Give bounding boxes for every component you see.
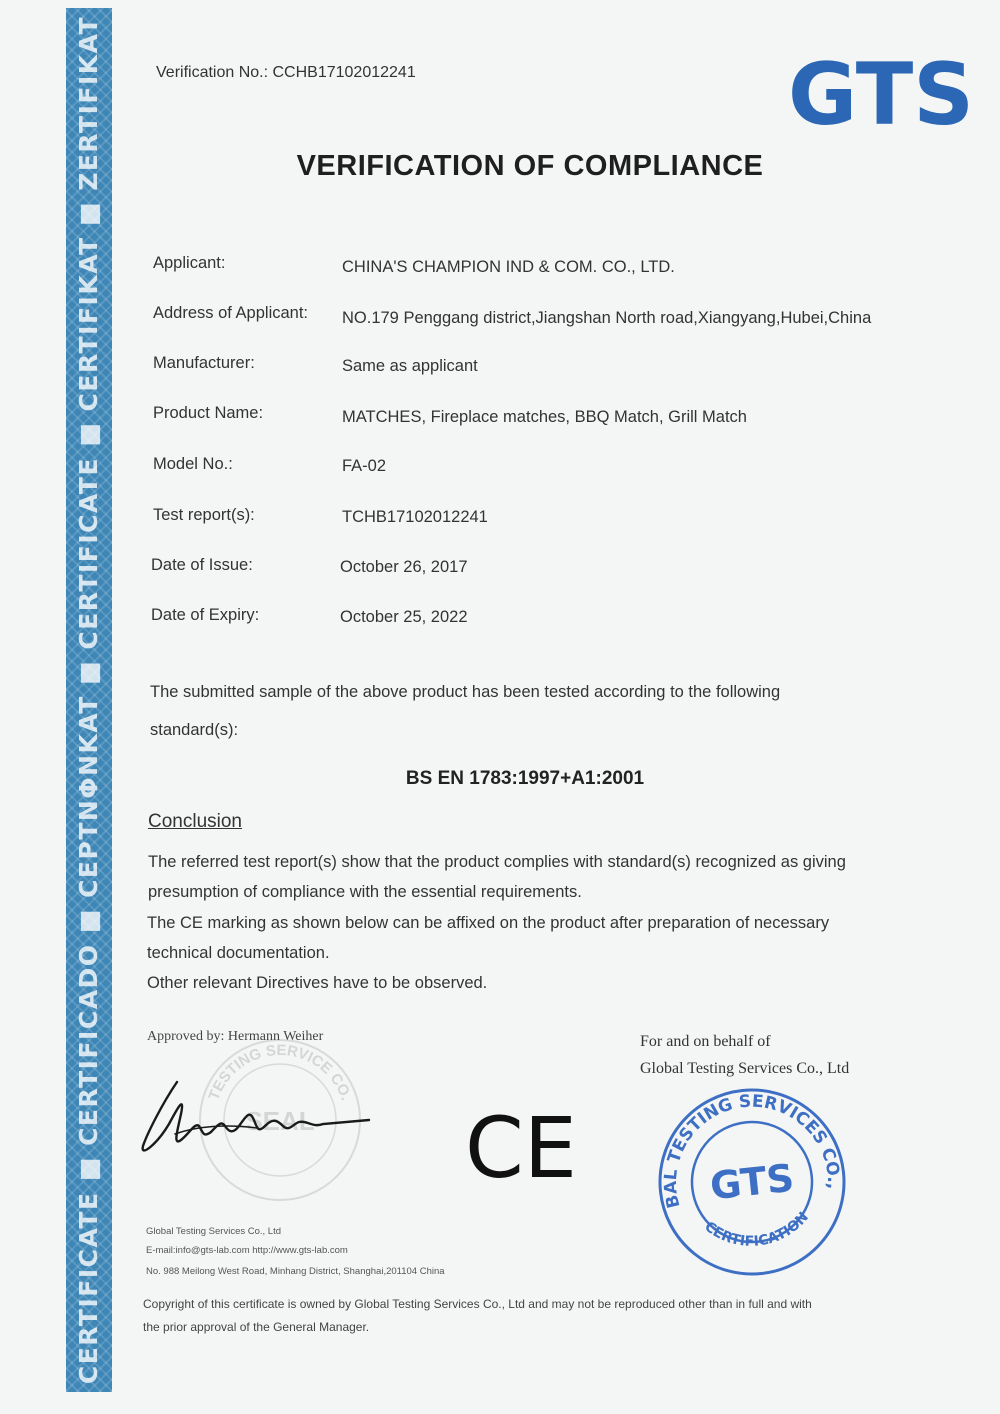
- footer-company: Global Testing Services Co., Ltd: [146, 1226, 282, 1237]
- verification-number: Verification No.: CCHB17102012241: [156, 64, 416, 81]
- conclusion-line-3: The CE marking as shown below can be affixed on the product after preparation of necessary: [147, 914, 830, 932]
- manufacturer-value: Same as applicant: [342, 357, 478, 375]
- address-value: NO.179 Penggang district,Jiangshan North road,Xiangyang,Hubei,China: [342, 309, 872, 327]
- statement-line-1: The submitted sample of the above product has been tested according to the following: [150, 683, 781, 701]
- footer-address: No. 988 Meilong West Road, Minhang District, Shanghai,201104 China: [146, 1266, 445, 1277]
- conclusion-line-1: The referred test report(s) show that the product complies with standard(s) recognized as giving: [148, 853, 846, 871]
- conclusion-line-4: technical documentation.: [147, 944, 330, 962]
- signature: [137, 1074, 377, 1164]
- side-band: [66, 8, 112, 1392]
- conclusion-heading: Conclusion: [148, 811, 242, 832]
- manufacturer-label: Manufacturer:: [153, 354, 255, 372]
- date-of-expiry-value: October 25, 2022: [340, 608, 468, 626]
- conclusion-line-2: presumption of compliance with the essential requirements.: [148, 883, 582, 901]
- applicant-label: Applicant:: [153, 254, 226, 272]
- product-name-label: Product Name:: [153, 404, 264, 422]
- side-band-text: CERTIFICATE ■ CERTIFICADO ■ CEPTNΦNKAT ■ CERTIFICATE ■ CERTIFIKAT ■ ZERTIFIKAT: [74, 15, 103, 1385]
- approved-by: Approved by: Hermann Weiher: [147, 1029, 324, 1044]
- model-no-label: Model No.:: [153, 455, 233, 473]
- svg-text:GLOBAL TESTING SERVICES CO.,LT: GLOBAL TESTING SERVICES CO.,LTD.: [660, 1091, 844, 1210]
- product-name-value: MATCHES, Fireplace matches, BBQ Match, Grill Match: [342, 408, 747, 426]
- gts-logo-text: GTS: [788, 56, 974, 132]
- svg-text:CERTIFICATION: CERTIFICATION: [701, 1209, 812, 1250]
- address-label: Address of Applicant:: [153, 304, 309, 322]
- svg-text:CE: CE: [465, 1107, 577, 1187]
- gts-certification-seal: [655, 1085, 850, 1280]
- standard-reference: BS EN 1783:1997+A1:2001: [405, 768, 645, 789]
- svg-text:GTS: GTS: [707, 1155, 796, 1209]
- date-of-issue-label: Date of Issue:: [151, 556, 253, 574]
- conclusion-line-5: Other relevant Directives have to be observed.: [147, 974, 488, 992]
- test-report-label: Test report(s):: [153, 506, 255, 524]
- footer-copyright-line-1: Copyright of this certificate is owned by Global Testing Services Co., Ltd and may not be reproduced other than in full and with: [143, 1297, 812, 1311]
- statement-line-2: standard(s):: [150, 721, 239, 739]
- test-report-value: TCHB17102012241: [342, 508, 488, 526]
- svg-text:SEAL: SEAL: [245, 1106, 315, 1136]
- gts-logo: [786, 56, 976, 132]
- applicant-value: CHINA'S CHAMPION IND & COM. CO., LTD.: [342, 258, 675, 276]
- date-of-expiry-label: Date of Expiry:: [151, 606, 260, 624]
- footer-copyright-line-2: the prior approval of the General Manager.: [143, 1320, 370, 1334]
- behalf-line-1: For and on behalf of: [640, 1033, 771, 1050]
- footer-contact: E-mail:info@gts-lab.com http://www.gts-lab.com: [146, 1245, 348, 1256]
- model-no-value: FA-02: [342, 457, 387, 475]
- svg-text:TESTING SERVICE CO.: TESTING SERVICE CO.: [205, 1041, 355, 1103]
- ce-mark: [462, 1107, 580, 1187]
- behalf-line-2: Global Testing Services Co., Ltd: [640, 1060, 850, 1077]
- date-of-issue-value: October 26, 2017: [340, 558, 468, 576]
- document-title: VERIFICATION OF COMPLIANCE: [296, 150, 764, 182]
